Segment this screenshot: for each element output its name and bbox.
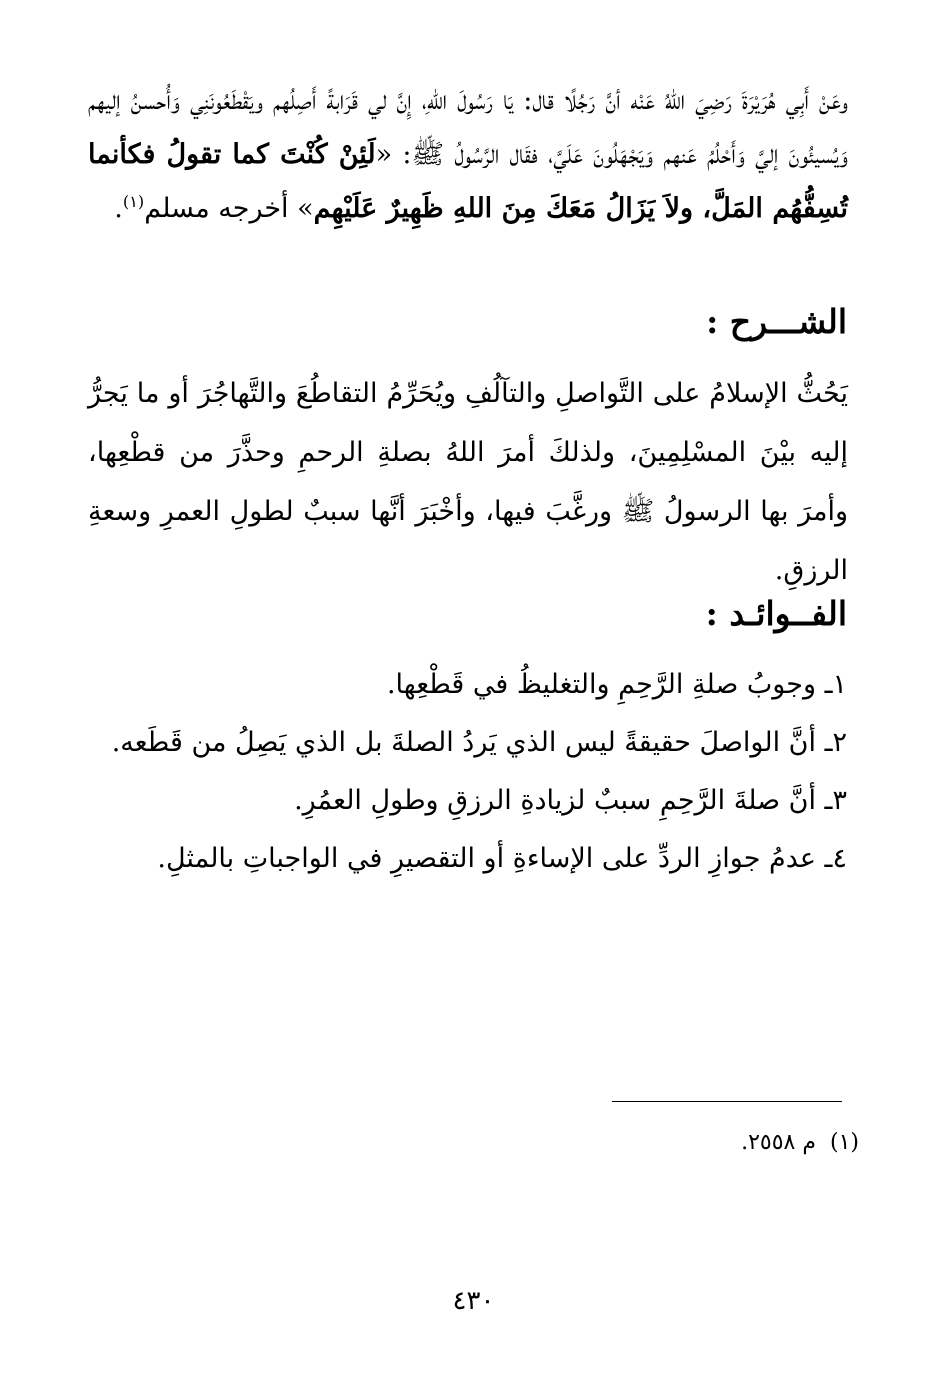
benefits-list [111,656,847,888]
hadith-source: » أخرجه مسلم [144,193,314,224]
benefit-item: ٣ـ أنَّ صلةَ الرَّحِمِ سببٌ لزيادةِ الرزقِ وطولِ العمُرِ. [294,785,847,816]
footnote-reference: (١) [122,192,145,211]
page-number: ٤٣٠ [452,1286,495,1316]
sharh-heading: الشـــرح : [706,302,847,341]
footnote-text: م ٢٥٥٨. [741,1130,816,1155]
footnote-number: (١) [829,1130,859,1155]
benefit-item: ٤ـ عدمُ جوازِ الردِّ على الإساءةِ أو التقصيرِ في الواجباتِ بالمثلِ. [157,843,847,874]
hadith-end: . [114,193,123,224]
benefit-item: ١ـ وجوبُ صلةِ الرَّحِمِ والتغليظُ في قَطْعِها. [386,669,847,700]
fawaid-heading: الفــوائـد : [705,594,847,633]
sharh-paragraph: يَحُثُّ الإسلامُ على التَّواصلِ والتآلُفِ ويُحَرِّمُ التقاطُعَ والتَّهاجُرَ أو ما يَجرُّ إليه بيْنَ المسْلِمِينَ، ولذلكَ أمرَ اللهُ بصلةِ الرحمِ وحذَّرَ من قطْعِها، وأمرَ بها الرسولُ ﷺ ورغَّبَ فيها، وأخْبَرَ أنَّها سببٌ لطولِ العمرِ وسعةِ الرزقِ. [88,378,848,586]
footnote-separator [612,1101,842,1102]
hadith-quote: لَئِنْ كُنْتَ كما تقولُ فكأنما تُسِفُّهُم المَلَّ، ولاَ يَزَالُ مَعَكَ مِنَ اللهِ ظَهِيرٌ عَلَيْهِم [88,139,848,224]
hadith-intro: وعَنْ أَبِي هُرَيْرَةَ رَضِيَ اللهُ عَنْه أنَّ رَجُلًا قال: يَا رَسُولَ اللهِ، إِنَّ لي قَرَابةً أَصِلُهم ويَقْطَعُونَنِي وَأُحسنُ إليهم وَيُسيئُونَ إليَّ وَأَحْلُمُ عَنهم وَيَجْهَلُونَ عَلَيَّ، فقَال الرَّسُولُ ﷺ: « [88,85,848,170]
footnote [741,1130,859,1155]
benefit-item: ٢ـ أنَّ الواصلَ حقيقةً ليس الذي يَردُ الصلةَ بل الذي يَصِلُ من قَطَعه. [111,727,847,758]
hadith-paragraph [88,74,848,236]
